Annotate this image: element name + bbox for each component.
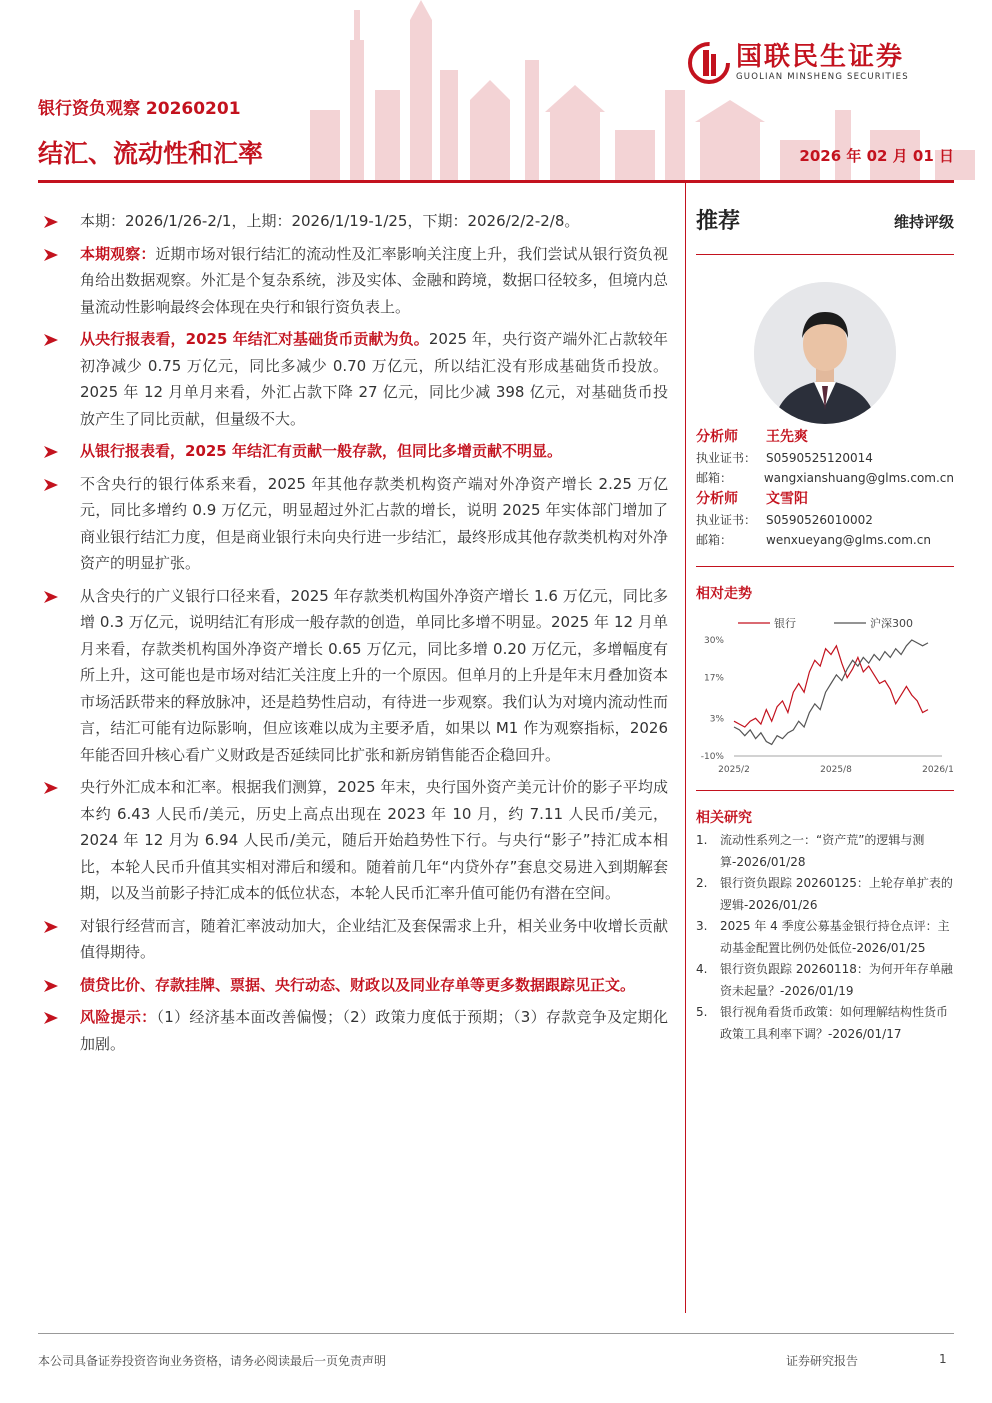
report-series: 银行资负观察 20260201 xyxy=(38,99,241,119)
analyst-list xyxy=(696,426,954,550)
report-title: 结汇、流动性和汇率 xyxy=(38,139,264,168)
series-line-银行 xyxy=(734,646,928,727)
bullet-banking-system: 不含央行的银行体系来看，2025 年其他存款类机构资产端对外净资产增长 2.25 万亿元，同比多增约 0.9 万亿元，明显超过外汇占款的增长，说明 2025 年实体部门增加了商业银行结汇力度，但是商业银行未向央行进一步结汇，最终形成其他存款类机构对外净资产的明显扩张。 xyxy=(44,471,668,577)
sidebar-divider xyxy=(696,566,954,567)
trend-title: 相对走势 xyxy=(696,586,752,602)
report-date: 2026 年 02 月 01 日 xyxy=(799,147,954,165)
analyst-cert-row: 执业证书： S0590525120014 xyxy=(696,451,873,465)
rating-value: 维持评级 xyxy=(893,213,954,231)
analyst-name: 王先爽 xyxy=(766,429,808,445)
analyst-email[interactable]: wangxianshuang@glms.com.cn xyxy=(763,471,954,485)
research-title: 相关研究 xyxy=(696,810,752,826)
bullet-observation: 本期观察：近期市场对银行结汇的流动性及汇率影响关注度上升，我们尝试从银行资负视角给出数据观察。外汇是个复杂系统，涉及实体、金融和跨境，数据口径较多，但境内总量流动性影响最终会体现在央行和银行资负表上。 xyxy=(44,241,668,321)
series-line-沪深300 xyxy=(734,640,928,744)
footer-disclaimer: 本公司具备证券投资咨询业务资格，请务必阅读最后一页免责声明 xyxy=(38,1354,387,1368)
bullet-more-data: 债贷比价、存款挂牌、票据、央行动态、财政以及同业存单等更多数据跟踪见正文。 xyxy=(44,972,668,999)
bullet-broad-bank: 从含央行的广义银行口径来看，2025 年存款类机构国外净资产增长 1.6 万亿元，同比多增 0.3 万亿元，说明结汇有形成一般存款的创造，单同比多增不明显。2025 年 12 月单月来看，存款类机构国外净资产增长 0.65 万亿元，同比多增 0.20 万亿元，多增幅度有所上升，这可能也是市场对结汇关注度上升的一个原因。但单月的上升是年末月叠加资本市场活跃带来的释放脉冲，还是趋势性启动，有待进一步观察。我们认为对境内流动性而言，结汇可能有边际影响，但应该难以成为主要矛盾，如果以 M1 作为观察指标，2026 年能否回升核心看广义财政是否延续同比扩张和新房销售能否企稳回升。 xyxy=(44,583,668,769)
arrow-bullet-icon xyxy=(44,334,58,346)
arrow-bullet-icon xyxy=(44,1012,58,1024)
column-divider xyxy=(685,183,686,1313)
logo-mark-icon xyxy=(688,42,730,84)
arrow-bullet-icon xyxy=(44,980,58,992)
logo-text-cn: 国联民生证券 xyxy=(736,42,905,72)
analyst-name-row: 分析师 王先爽 xyxy=(696,426,954,448)
footer-divider xyxy=(38,1333,954,1334)
related-research-list xyxy=(696,830,958,1045)
arrow-bullet-icon xyxy=(44,479,58,491)
bullet-bank-reports: 从银行报表看，2025 年结汇有贡献一般存款，但同比多增贡献不明显。 xyxy=(44,438,668,465)
sidebar-divider xyxy=(696,790,954,791)
legend-label: 沪深300 xyxy=(870,617,913,630)
research-item[interactable]: 2. 银行资负跟踪 20260125：上轮存单扩表的逻辑-2026/01/26 xyxy=(696,876,953,912)
arrow-bullet-icon xyxy=(44,446,58,458)
arrow-bullet-icon xyxy=(44,216,58,228)
page-number: 1 xyxy=(939,1352,947,1366)
bullet-risk: 风险提示：（1）经济基本面改善偏慢；（2）政策力度低于预期；（3）存款竞争及定期化加剧。 xyxy=(44,1004,668,1057)
y-tick-label: -10% xyxy=(700,752,724,762)
bullet-bank-operations: 对银行经营而言，随着汇率波动加大，企业结汇及套保需求上升，相关业务中收增长贡献值得期待。 xyxy=(44,913,668,966)
analyst-portrait-icon xyxy=(754,282,896,424)
analyst-email-row: 邮箱： wenxueyang@glms.com.cn xyxy=(696,530,954,550)
analyst-cert-row: 执业证书： S0590526010002 xyxy=(696,513,873,527)
header-divider xyxy=(38,180,954,183)
research-item[interactable]: 4. 银行资负跟踪 20260118：为何开年存单融资未起量？-2026/01/19 xyxy=(696,962,953,998)
y-tick-label: 17% xyxy=(703,673,724,684)
arrow-bullet-icon xyxy=(44,249,58,261)
legend-label: 银行 xyxy=(774,617,796,630)
x-tick-label: 2026/1 xyxy=(922,765,954,775)
x-tick-label: 2025/2 xyxy=(718,765,750,775)
research-item[interactable]: 1. 流动性系列之一：“资产荒”的逻辑与测算-2026/01/28 xyxy=(696,833,925,869)
analyst-email-row: 邮箱： wangxianshuang@glms.com.cn xyxy=(696,468,954,488)
analyst-photo xyxy=(754,282,896,424)
analyst-name-row: 分析师 文雪阳 xyxy=(696,488,954,510)
sidebar-divider xyxy=(696,254,954,255)
main-content xyxy=(44,208,668,1063)
x-tick-label: 2025/8 xyxy=(820,765,852,775)
bullet-period: 本期：2026/1/26-2/1，上期：2026/1/19-1/25，下期：2026/2/2-2/8。 xyxy=(44,208,668,235)
logo-text-en: GUOLIAN MINSHENG SECURITIES xyxy=(736,72,909,82)
analyst-name: 文雪阳 xyxy=(766,491,808,507)
arrow-bullet-icon xyxy=(44,591,58,603)
rating-label: 推荐 xyxy=(696,209,741,234)
bullet-central-bank: 从央行报表看，2025 年结汇对基础货币贡献为负。2025 年，央行资产端外汇占款较年初净减少 0.75 万亿元，同比多减少 0.70 万亿元，所以结汇没有形成基础货币投放。2025 年 12 月单月来看，外汇占款下降 27 亿元，同比少减 398 亿元，对基础货币投放产生了同比贡献，但量级不大。 xyxy=(44,326,668,432)
arrow-bullet-icon xyxy=(44,921,58,933)
y-tick-label: 3% xyxy=(709,714,724,725)
relative-trend-chart xyxy=(696,610,954,782)
research-item[interactable]: 3. 2025 年 4 季度公募基金银行持仓点评：主动基金配置比例仍处低位-2026/01/25 xyxy=(696,919,950,955)
footer-report-label: 证券研究报告 xyxy=(786,1354,859,1368)
research-item[interactable]: 5. 银行视角看货币政策：如何理解结构性货币政策工具利率下调？-2026/01/17 xyxy=(696,1005,949,1041)
bullet-fx-cost: 央行外汇成本和汇率。根据我们测算，2025 年末，央行国外资产美元计价的影子平均成本约 6.43 人民币/美元，历史上高点出现在 2023 年 10 月，约 7.11 人民币/美元，2024 年 12 月为 6.94 人民币/美元，随后开始趋势性下行。与央行“影子”持汇成本相比，本轮人民币升值其实相对滞后和缓和。随着前几年“内贷外存”套息交易进入到期解套期，以及当前影子持汇成本的低位状态，本轮人民币汇率升值可能仍有潜在空间。 xyxy=(44,774,668,907)
analyst-email[interactable]: wenxueyang@glms.com.cn xyxy=(766,533,931,547)
arrow-bullet-icon xyxy=(44,782,58,794)
company-logo xyxy=(688,40,909,86)
y-tick-label: 30% xyxy=(703,636,724,646)
